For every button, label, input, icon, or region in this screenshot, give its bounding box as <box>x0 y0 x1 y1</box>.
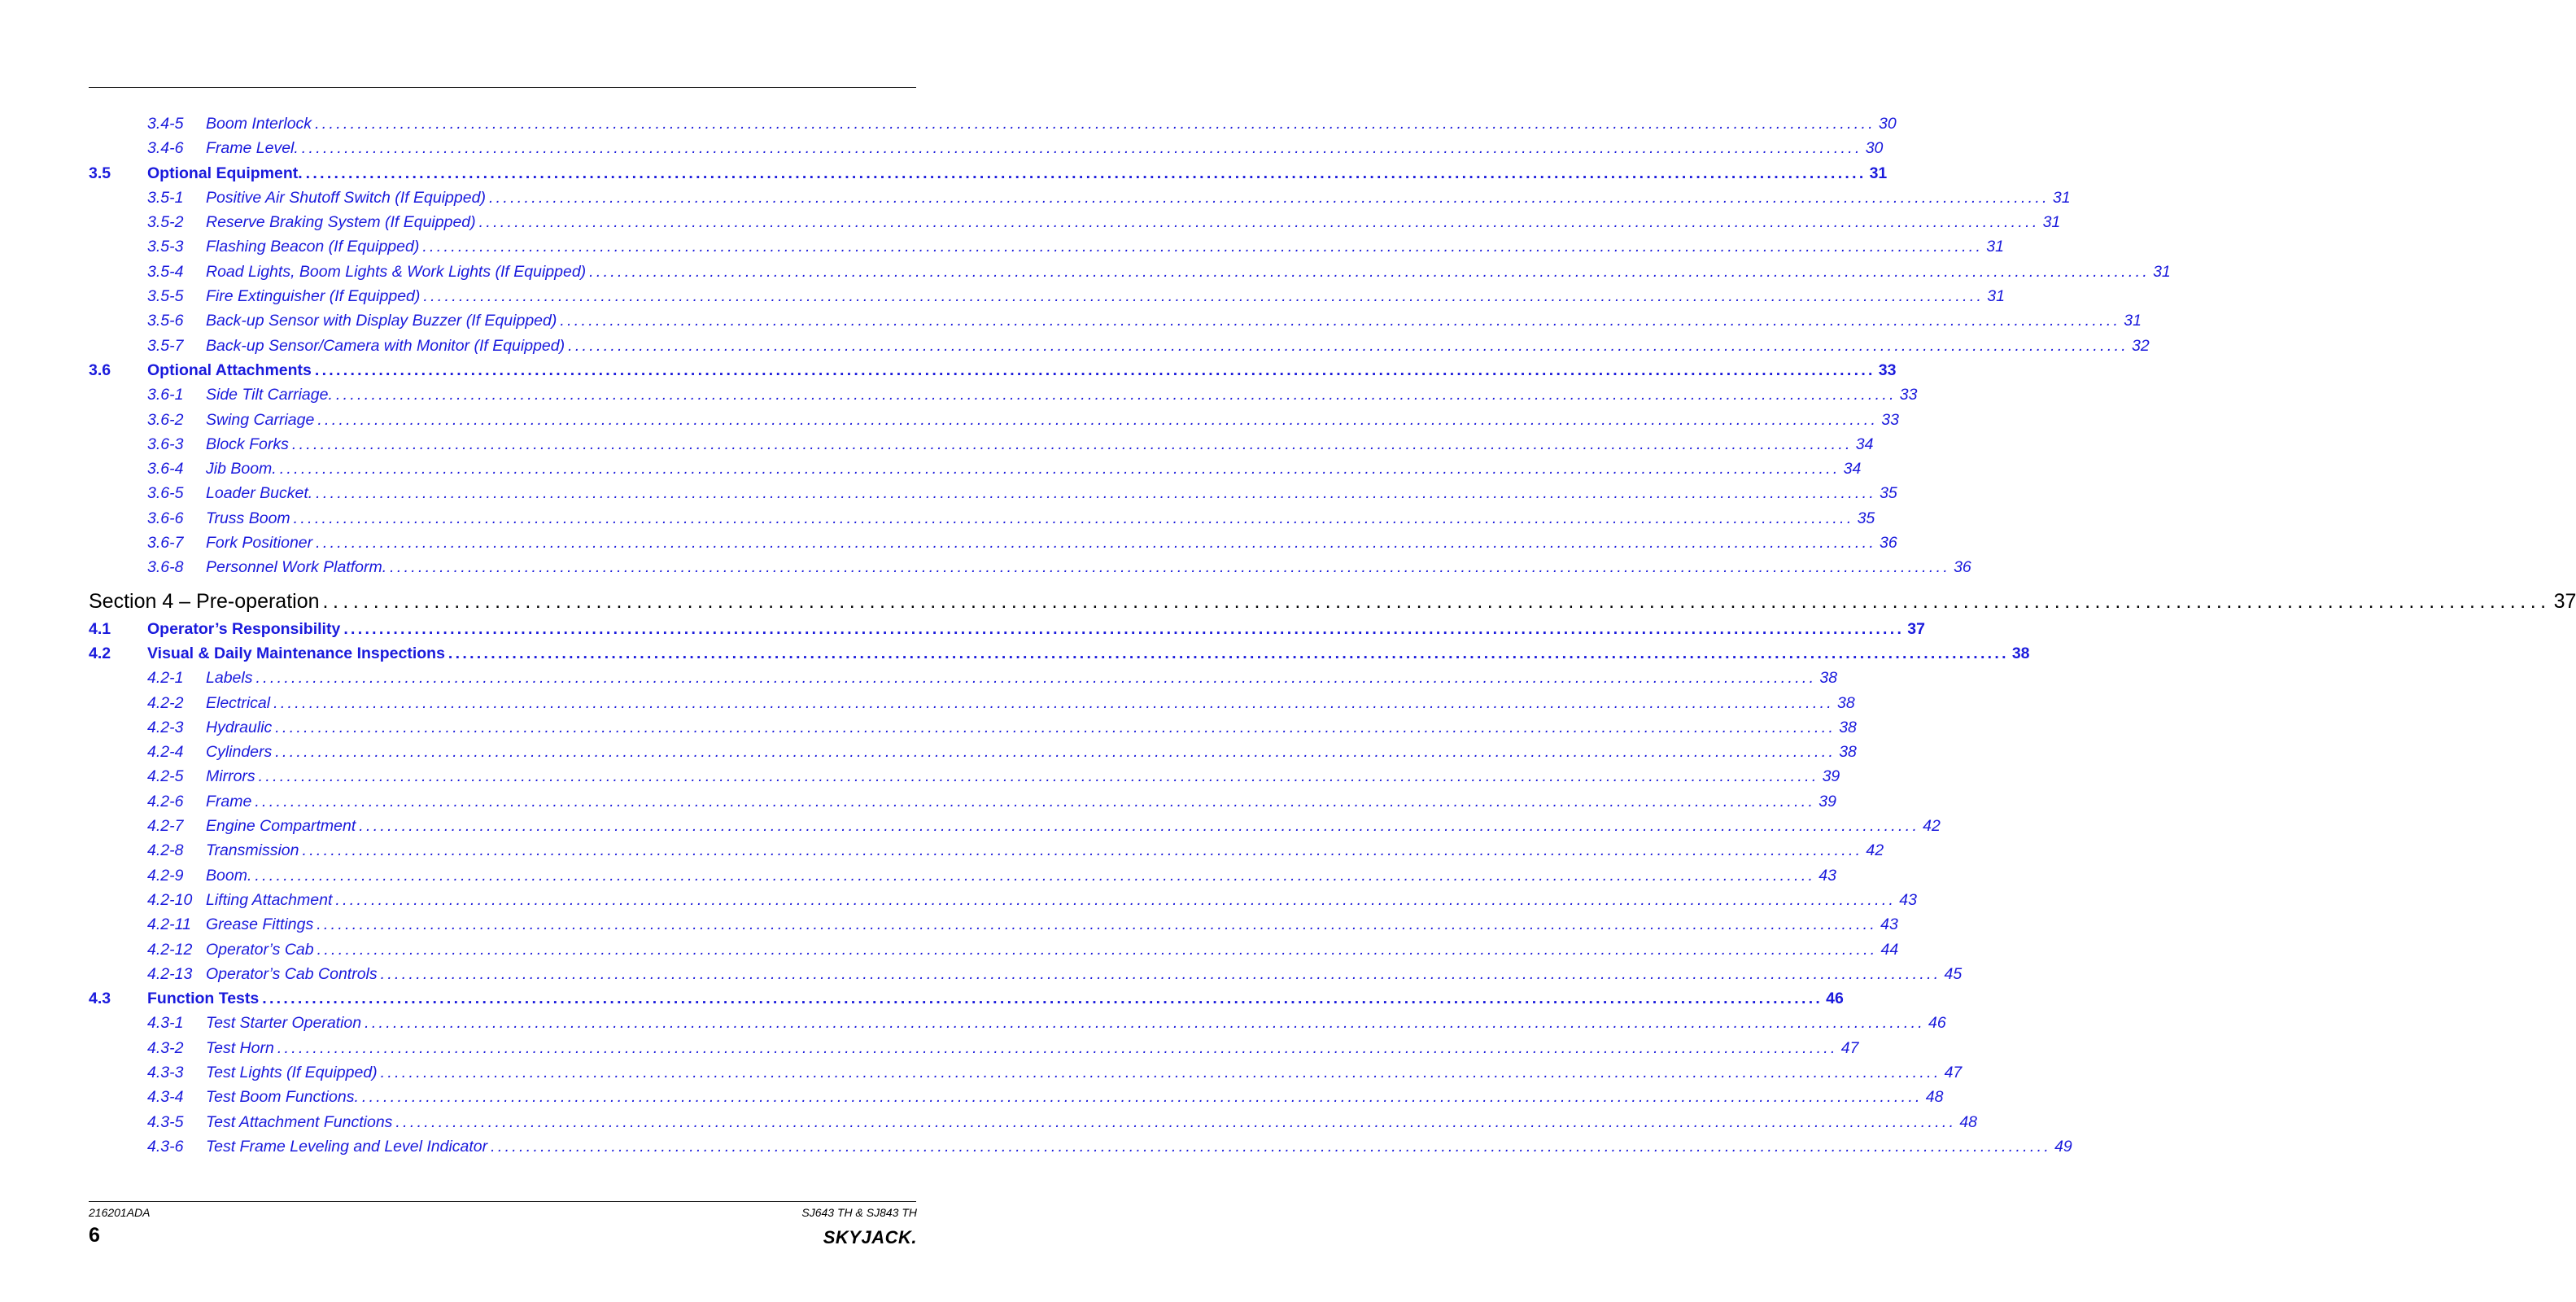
dot-leader: ............................................................................................................................................................................................................................ <box>335 386 1897 404</box>
toc-entry-title: Transmission <box>206 841 299 860</box>
toc-entry-title: Swing Carriage <box>206 410 315 429</box>
toc-entry-page: 37 <box>1907 619 1925 638</box>
toc-sub-entry[interactable] <box>89 863 1836 888</box>
toc-entry-title: Side Tilt Carriage. <box>206 386 333 404</box>
toc-entry-title: Function Tests <box>147 990 260 1008</box>
toc-entry-number: 3.6-7 <box>147 534 184 553</box>
toc-entry-number: 4.3-6 <box>147 1137 184 1156</box>
toc-sub-entry[interactable] <box>89 962 1963 986</box>
toc-entry-number: 4.3-1 <box>147 1014 184 1033</box>
toc-entry-number: 4.3 <box>89 990 111 1008</box>
toc-sub-entry[interactable] <box>89 284 2005 308</box>
toc-sub-entry[interactable] <box>89 432 1874 457</box>
toc-entry-number: 4.2-4 <box>147 743 184 762</box>
dot-leader: ............................................................................................................................................................................................................................ <box>380 1063 1941 1081</box>
dot-leader: ............................................................................................................................................................................................................................ <box>380 964 1941 983</box>
dot-leader: ............................................................................................................................................................................................................................ <box>255 669 1817 688</box>
dot-leader: ............................................................................................................................................................................................................................ <box>301 139 1862 158</box>
toc-entry-number: 4.2-7 <box>147 817 184 836</box>
toc-entry-page: 43 <box>1899 890 1917 909</box>
toc-entry-number: 4.3-4 <box>147 1088 184 1107</box>
toc-sub-entry[interactable] <box>89 1110 1978 1134</box>
skyjack-logo: SKYJACK. <box>823 1227 917 1247</box>
toc-section-entry[interactable] <box>89 588 2576 615</box>
toc-entry-page: 31 <box>2124 312 2142 330</box>
toc-entry-number: 3.5-1 <box>147 188 184 207</box>
toc-main-entry[interactable] <box>89 358 1897 382</box>
toc-entry-page: 31 <box>2052 188 2071 207</box>
toc-entry-page: 32 <box>2132 336 2150 355</box>
toc-entry-title: Fork Positioner <box>206 534 313 553</box>
toc-entry-number: 3.4-6 <box>147 139 184 158</box>
toc-entry-number: 3.5-2 <box>147 213 184 232</box>
document-code: 216201ADA <box>89 1206 151 1219</box>
toc-entry-number: 4.2 <box>89 644 111 662</box>
toc-sub-entry[interactable] <box>89 308 2142 333</box>
toc-entry-page: 45 <box>1944 964 1963 983</box>
dot-leader: ............................................................................................................................................................................................................................ <box>589 262 2150 281</box>
dot-leader: ............................................................................................................................................................................................................................ <box>361 1088 1923 1107</box>
toc-entry-page: 48 <box>1925 1088 1944 1107</box>
toc-entry-page: 33 <box>1899 386 1918 404</box>
toc-entry-page: 43 <box>1818 866 1836 885</box>
dot-leader: ............................................................................................................................................................................................................................ <box>305 164 1867 182</box>
toc-entry-page: 47 <box>1944 1063 1963 1081</box>
toc-entry-number: 3.6-1 <box>147 386 184 404</box>
toc-main-entry[interactable] <box>89 641 2030 666</box>
toc-entry-title: Truss Boom <box>206 509 290 527</box>
dot-leader: ............................................................................................................................................................................................................................ <box>560 312 2121 330</box>
toc-entry-number: 4.2-5 <box>147 767 184 786</box>
toc-main-entry[interactable] <box>89 617 1925 641</box>
toc-entry-number: 3.6-6 <box>147 509 184 527</box>
toc-entry-page: 31 <box>1987 287 2005 306</box>
toc-entry-number: 4.2-12 <box>147 940 193 959</box>
toc-sub-entry[interactable] <box>89 481 1897 505</box>
toc-entry-title: Frame Level. <box>206 139 299 158</box>
toc-sub-entry[interactable] <box>89 666 1838 690</box>
toc-entry-page: 33 <box>1881 410 1899 429</box>
dot-leader: ............................................................................................................................................................................................................................ <box>275 718 1836 736</box>
toc-sub-entry[interactable] <box>89 408 1899 432</box>
toc-sub-entry[interactable] <box>89 382 1918 407</box>
dot-leader: ............................................................................................................................................................................................................................ <box>317 915 1878 934</box>
toc-entry-number: 3.6 <box>89 360 111 379</box>
toc-sub-entry[interactable] <box>89 814 1941 838</box>
toc-entry-title: Positive Air Shutoff Switch (If Equipped) <box>206 188 486 207</box>
toc-sub-entry[interactable] <box>89 210 2061 234</box>
toc-sub-entry[interactable] <box>89 1011 1946 1035</box>
toc-sub-entry[interactable] <box>89 912 1898 937</box>
toc-entry-page: 48 <box>1959 1112 1978 1131</box>
toc-sub-entry[interactable] <box>89 740 1857 764</box>
toc-sub-entry[interactable] <box>89 1134 2072 1159</box>
toc-entry-title: Electrical <box>206 693 271 712</box>
toc-sub-entry[interactable] <box>89 888 1917 912</box>
toc-entry-number: 4.2-3 <box>147 718 184 736</box>
dot-leader: ............................................................................................................................................................................................................................ <box>258 767 1819 786</box>
toc-entry-title: Engine Compartment <box>206 817 356 836</box>
toc-entry-title: Boom. <box>206 866 252 885</box>
dot-leader: ............................................................................................................................................................................................................................ <box>568 336 2129 355</box>
toc-entry-page: 31 <box>1986 238 2004 256</box>
toc-entry-page: 36 <box>1880 534 1897 553</box>
toc-main-entry[interactable] <box>89 161 1888 186</box>
toc-entry-title: Back-up Sensor/Camera with Monitor (If Equipped) <box>206 336 565 355</box>
toc-entry-page: 30 <box>1865 139 1884 158</box>
header-rule <box>89 87 916 88</box>
toc-entry-number: 4.2-2 <box>147 693 184 712</box>
dot-leader: ............................................................................................................................................................................................................................ <box>273 693 1835 712</box>
toc-entry-title: Test Frame Leveling and Level Indicator <box>206 1137 488 1156</box>
toc-entry-number: 3.4-5 <box>147 115 184 133</box>
toc-entry-number: 3.5-5 <box>147 287 184 306</box>
toc-entry-page: 47 <box>1840 1038 1859 1057</box>
toc-entry-page: 31 <box>1869 164 1888 182</box>
toc-entry-title: Boom Interlock <box>206 115 312 133</box>
toc-entry-page: 38 <box>1837 693 1855 712</box>
toc-sub-entry[interactable] <box>89 1085 1944 1109</box>
toc-entry-title: Loader Bucket. <box>206 484 313 503</box>
toc-entry-page: 37 <box>2553 589 2576 613</box>
toc-entry-page: 44 <box>1880 940 1899 959</box>
toc-entry-title: Mirrors <box>206 767 255 786</box>
toc-entry-number: 3.5-3 <box>147 238 184 256</box>
dot-leader: ............................................................................................................................................................................................................................ <box>317 940 1878 959</box>
toc-entry-number: 3.6-4 <box>147 460 184 478</box>
toc-entry-number: 4.2-1 <box>147 669 184 688</box>
dot-leader: ............................................................................................................................................................................................................................ <box>316 534 1877 553</box>
toc-entry-number: 3.5 <box>89 164 111 182</box>
toc-entry-page: 34 <box>1843 460 1862 478</box>
toc-entry-number: 4.3-2 <box>147 1038 184 1057</box>
toc-entry-page: 46 <box>1826 990 1844 1008</box>
toc-entry-page: 30 <box>1878 115 1897 133</box>
model-name: SJ643 TH & SJ843 TH <box>801 1206 917 1219</box>
dot-leader: ............................................................................................................................................................................................................................ <box>255 792 1816 810</box>
toc-entry-page: 38 <box>1839 743 1857 762</box>
toc-entry-number: 3.6-5 <box>147 484 184 503</box>
toc-sub-entry[interactable] <box>89 937 1899 962</box>
toc-sub-entry[interactable] <box>89 334 2150 358</box>
dot-leader: ............................................................................................................................................................................................................................ <box>395 1112 1957 1131</box>
toc-sub-entry[interactable] <box>89 457 1862 481</box>
toc-entry-title: Operator’s Responsibility <box>147 619 341 638</box>
toc-entry-title: Block Forks <box>206 435 289 453</box>
toc-entry-number: 3.5-6 <box>147 312 184 330</box>
dot-leader: ............................................................................................................................................................................................................................ <box>491 1137 2052 1156</box>
toc-entry-title: Jib Boom. <box>206 460 277 478</box>
toc-entry-page: 35 <box>1880 484 1897 503</box>
dot-leader: ............................................................................................................................................................................................................................ <box>293 509 1854 527</box>
table-of-contents <box>89 111 2576 1159</box>
toc-sub-entry[interactable] <box>89 838 1884 863</box>
toc-entry-page: 38 <box>2011 644 2030 662</box>
toc-sub-entry[interactable] <box>89 111 1897 136</box>
toc-entry-page: 39 <box>1818 792 1836 810</box>
toc-entry-page: 31 <box>2042 213 2061 232</box>
toc-sub-entry[interactable] <box>89 1060 1963 1085</box>
toc-entry-page: 33 <box>1878 360 1897 379</box>
toc-sub-entry[interactable] <box>89 136 1884 160</box>
dot-leader: ............................................................................................................................................................................................................................ <box>422 238 1984 256</box>
toc-entry-title: Operator’s Cab <box>206 940 314 959</box>
toc-sub-entry[interactable] <box>89 789 1836 814</box>
toc-entry-title: Section 4 – Pre-operation <box>89 589 320 613</box>
dot-leader: ............................................................................................................................................................................................................................ <box>335 890 1897 909</box>
toc-entry-title: Test Attachment Functions <box>206 1112 393 1131</box>
toc-entry-page: 39 <box>1822 767 1840 786</box>
footer-rule <box>89 1201 916 1202</box>
toc-entry-page: 35 <box>1857 509 1875 527</box>
toc-entry-title: Test Horn <box>206 1038 274 1057</box>
toc-entry-title: Frame <box>206 792 252 810</box>
toc-entry-title: Hydraulic <box>206 718 273 736</box>
toc-entry-number: 4.2-6 <box>147 792 184 810</box>
dot-leader: ............................................................................................................................................................................................................................ <box>315 115 1875 133</box>
dot-leader: ............................................................................................................................................................................................................................ <box>423 287 1984 306</box>
dot-leader: ............................................................................................................................................................................................................................ <box>448 644 2009 662</box>
toc-sub-entry[interactable] <box>89 691 1855 715</box>
toc-entry-title: Grease Fittings <box>206 915 314 934</box>
toc-entry-page: 31 <box>2153 262 2171 281</box>
dot-leader: ............................................................................................................................................................................................................................ <box>277 1038 1838 1057</box>
dot-leader: ............................................................................................................................................................................................................................ <box>314 360 1875 379</box>
toc-entry-number: 4.2-13 <box>147 964 193 983</box>
toc-entry-number: 3.5-7 <box>147 336 184 355</box>
toc-sub-entry[interactable] <box>89 186 2071 210</box>
dot-leader: ............................................................................................................................................................................................................................ <box>488 188 2050 207</box>
toc-entry-title: Test Lights (If Equipped) <box>206 1063 378 1081</box>
toc-entry-title: Lifting Attachment <box>206 890 333 909</box>
dot-leader: ............................................................................................................................................................................................................................ <box>275 743 1836 762</box>
toc-entry-page: 49 <box>2054 1137 2072 1156</box>
toc-entry-page: 38 <box>1819 669 1838 688</box>
toc-sub-entry[interactable] <box>89 506 1875 531</box>
toc-entry-page: 38 <box>1839 718 1857 736</box>
toc-sub-entry[interactable] <box>89 531 1897 555</box>
toc-entry-title: Flashing Beacon (If Equipped) <box>206 238 420 256</box>
toc-entry-number: 4.3-3 <box>147 1063 184 1081</box>
toc-entry-page: 36 <box>1954 558 1971 577</box>
toc-entry-number: 4.2-10 <box>147 890 193 909</box>
toc-entry-page: 43 <box>1880 915 1898 934</box>
toc-sub-entry[interactable] <box>89 1036 1859 1060</box>
toc-entry-title: Test Starter Operation <box>206 1014 362 1033</box>
toc-sub-entry[interactable] <box>89 555 1971 579</box>
dot-leader: ............................................................................................................................................................................................................................ <box>255 866 1816 885</box>
dot-leader: ............................................................................................................................................................................................................................ <box>262 990 1823 1008</box>
toc-sub-entry[interactable] <box>89 764 1840 789</box>
toc-sub-entry[interactable] <box>89 234 2004 259</box>
dot-leader: ............................................................................................................................................................................................................................ <box>478 213 2040 232</box>
page-number: 6 <box>89 1224 100 1247</box>
dot-leader: ............................................................................................................................................................................................................................ <box>343 619 1905 638</box>
toc-entry-number: 4.2-8 <box>147 841 184 860</box>
toc-entry-number: 3.6-8 <box>147 558 184 577</box>
toc-entry-title: Road Lights, Boom Lights & Work Lights (If Equipped) <box>206 262 587 281</box>
dot-leader: ............................................................................................................................................................................................................................ <box>316 484 1877 503</box>
dot-leader: ............................................................................................................................................................................................................................ <box>390 558 1951 577</box>
toc-entry-page: 42 <box>1866 841 1884 860</box>
toc-entry-page: 34 <box>1855 435 1874 453</box>
toc-entry-title: Optional Attachments <box>147 360 312 379</box>
toc-entry-title: Fire Extinguisher (If Equipped) <box>206 287 421 306</box>
toc-main-entry[interactable] <box>89 986 1844 1011</box>
toc-entry-page: 42 <box>1923 817 1941 836</box>
toc-entry-title: Labels <box>206 669 253 688</box>
toc-sub-entry[interactable] <box>89 715 1857 740</box>
toc-entry-title: Personnel Work Platform. <box>206 558 387 577</box>
toc-entry-number: 3.6-3 <box>147 435 184 453</box>
dot-leader: ............................................................................................................................................................................................................................ <box>317 410 1879 429</box>
toc-sub-entry[interactable] <box>89 260 2171 284</box>
toc-entry-number: 4.2-11 <box>147 915 191 934</box>
toc-entry-title: Reserve Braking System (If Equipped) <box>206 213 476 232</box>
toc-entry-title: Visual & Daily Maintenance Inspections <box>147 644 445 662</box>
toc-entry-title: Back-up Sensor with Display Buzzer (If Equipped) <box>206 312 557 330</box>
dot-leader: ............................................................................................................................................................................................................................ <box>279 460 1840 478</box>
toc-entry-title: Cylinders <box>206 743 273 762</box>
toc-entry-number: 3.5-4 <box>147 262 184 281</box>
dot-leader: ............................................................................................................................................................................................................................ <box>322 589 2551 613</box>
dot-leader: ............................................................................................................................................................................................................................ <box>365 1014 1926 1033</box>
toc-entry-title: Optional Equipment. <box>147 164 303 182</box>
toc-entry-title: Test Boom Functions. <box>206 1088 359 1107</box>
dot-leader: ............................................................................................................................................................................................................................ <box>359 817 1920 836</box>
toc-entry-number: 4.1 <box>89 619 111 638</box>
toc-entry-number: 3.6-2 <box>147 410 184 429</box>
toc-entry-number: 4.3-5 <box>147 1112 184 1131</box>
toc-entry-title: Operator’s Cab Controls <box>206 964 378 983</box>
dot-leader: ............................................................................................................................................................................................................................ <box>291 435 1853 453</box>
toc-entry-number: 4.2-9 <box>147 866 184 885</box>
toc-entry-page: 46 <box>1928 1014 1946 1033</box>
dot-leader: ............................................................................................................................................................................................................................ <box>302 841 1863 860</box>
